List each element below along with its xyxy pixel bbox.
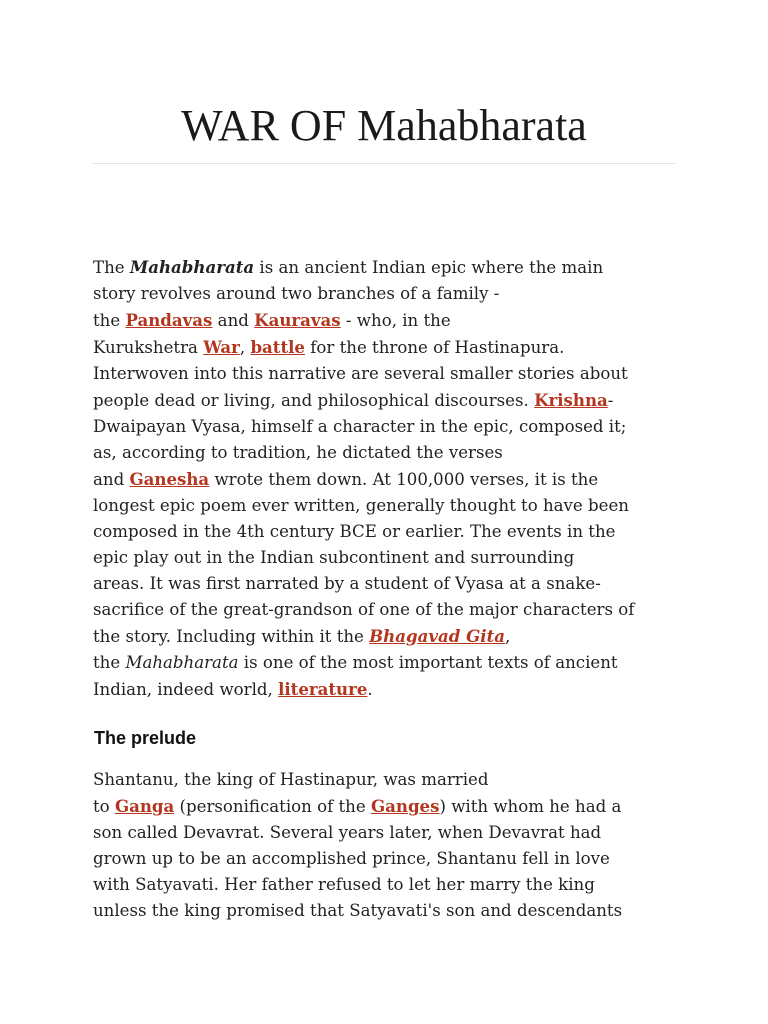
text-fragment: , [239, 338, 251, 357]
text-line: longest epic poem ever written, generally thought to have been [93, 496, 629, 515]
text-line: Shantanu, the king of Hastinapur, was married [93, 770, 489, 789]
text-fragment: ) with whom he had a [439, 797, 622, 816]
text-line [93, 334, 685, 361]
text-line: epic play out in the Indian subcontinent and surrounding [93, 548, 575, 567]
epic-title-emphasis: Mahabharata [129, 257, 255, 277]
text-line [93, 387, 685, 414]
text-line [93, 466, 685, 493]
text-fragment: and [93, 470, 130, 489]
text-fragment: , [505, 627, 511, 646]
text-line [93, 793, 685, 820]
text-line: Dwaipayan Vyasa, himself a character in the epic, composed it; [93, 417, 627, 436]
text-fragment: (personification of the [174, 797, 371, 816]
text-line [93, 623, 685, 650]
page-title: WAR OF Mahabharata [181, 101, 587, 150]
prelude-paragraph [93, 767, 685, 924]
link-krishna[interactable]: Krishna [534, 390, 608, 410]
link-pandavas[interactable]: Pandavas [125, 310, 213, 330]
text-fragment: . [367, 680, 373, 699]
text-line: story revolves around two branches of a family - [93, 284, 500, 303]
text-fragment: wrote them down. At 100,000 verses, it is the [209, 470, 599, 489]
text-line: son called Devavrat. Several years later, when Devavrat had [93, 823, 602, 842]
link-ganga[interactable]: Ganga [114, 796, 175, 816]
text-fragment: the [93, 311, 126, 330]
link-ganges[interactable]: Ganges [370, 796, 440, 816]
text-fragment: Indian, indeed world, [93, 680, 279, 699]
section-heading: The prelude [94, 728, 197, 748]
text-line: sacrifice of the great-grandson of one of the major characters of [93, 600, 635, 619]
text-line: unless the king promised that Satyavati's son and descendants [93, 901, 623, 920]
text-fragment: the story. Including within it the [93, 627, 370, 646]
link-ganesha[interactable]: Ganesha [129, 469, 210, 489]
text-fragment: The [93, 258, 130, 277]
text-fragment: the [93, 653, 126, 672]
text-line: as, according to tradition, he dictated the verses [93, 443, 503, 462]
text-line: grown up to be an accomplished prince, Shantanu fell in love [93, 849, 610, 868]
text-fragment: Kurukshetra [93, 338, 204, 357]
text-fragment: for the throne of Hastinapura. [304, 338, 565, 357]
text-fragment: people dead or living, and philosophical discourses. [93, 391, 535, 410]
text-line: composed in the 4th century BCE or earlier. The events in the [93, 522, 616, 541]
text-fragment: is one of the most important texts of ancient [238, 653, 618, 672]
link-war[interactable]: War [203, 337, 240, 357]
title-divider [92, 163, 676, 164]
text-fragment: is an ancient Indian epic where the main [254, 258, 604, 277]
text-fragment: - [607, 391, 614, 410]
link-battle[interactable]: battle [250, 337, 305, 357]
text-line [93, 650, 685, 676]
text-fragment: - who, in the [340, 311, 451, 330]
intro-paragraph [93, 254, 685, 703]
text-line [93, 676, 685, 703]
text-line: areas. It was first narrated by a student of Vyasa at a snake- [93, 574, 601, 593]
epic-title-italic: Mahabharata [125, 653, 239, 672]
text-line [93, 307, 685, 334]
link-kauravas[interactable]: Kauravas [254, 310, 341, 330]
text-fragment: to [93, 797, 115, 816]
link-literature[interactable]: literature [278, 679, 368, 699]
text-line [93, 254, 685, 281]
link-bhagavad-gita[interactable]: Bhagavad Gita [369, 626, 506, 646]
text-line: with Satyavati. Her father refused to let her marry the king [93, 875, 595, 894]
text-fragment: and [212, 311, 255, 330]
text-line: Interwoven into this narrative are several smaller stories about [93, 364, 628, 383]
